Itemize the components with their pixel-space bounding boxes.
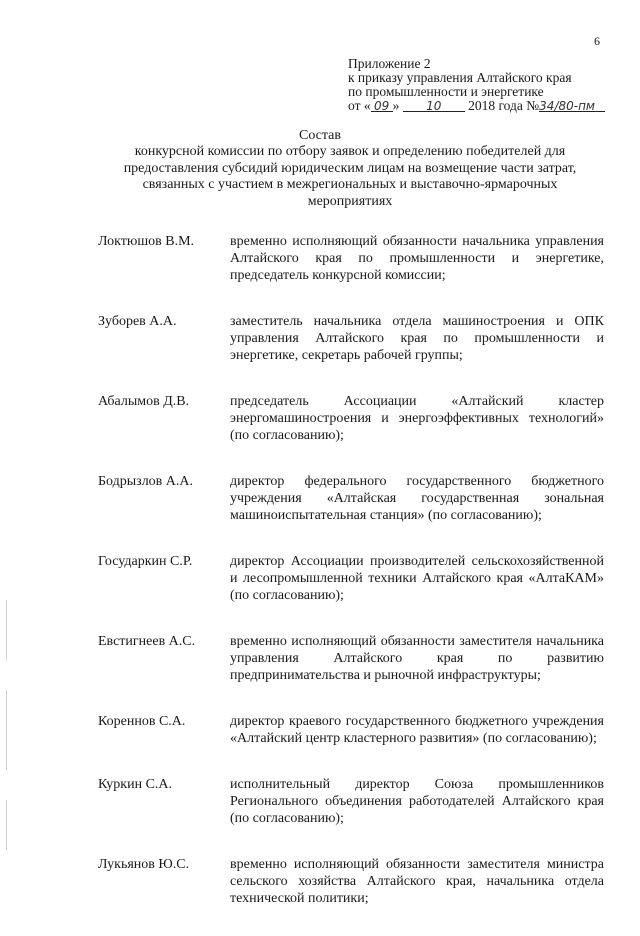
member-row bbox=[98, 233, 604, 284]
member-row bbox=[98, 776, 604, 827]
member-name: Евстигнеев А.С. bbox=[98, 634, 196, 649]
member-role: временно исполняющий обязанности начальника управления Алтайского края по промышленности и энергетике, председатель конкурсной комиссии; bbox=[230, 234, 604, 283]
subtitle-line-3: связанных с участием в межрегиональных и выставочно-ярмарочных bbox=[142, 177, 558, 192]
scan-edge-artifact bbox=[6, 690, 7, 770]
member-name: Кореннов С.А. bbox=[98, 714, 186, 729]
member-role: исполнительный директор Союза промышленников Регионального объединения работодателей Алтайского края (по согласованию); bbox=[230, 777, 604, 826]
date-year-number: 2018 года № bbox=[468, 98, 540, 113]
date-day-close: » bbox=[392, 98, 400, 113]
appendix-line-3: по промышленности и энергетике bbox=[348, 84, 544, 99]
member-role: заместитель начальника отдела машиностроения и ОПК управления Алтайского края по промышленности и энергетике, секретарь рабочей группы; bbox=[230, 314, 604, 363]
scan-edge-artifact bbox=[6, 600, 7, 660]
member-name: Куркин С.А. bbox=[98, 777, 173, 792]
member-role: временно исполняющий обязанности заместителя начальника управления Алтайского края по развитию предпринимательства и рыночной инфраструктуры; bbox=[230, 634, 604, 683]
subtitle-line-1: конкурсной комиссии по отбору заявок и определению победителей для bbox=[134, 144, 566, 159]
handwritten-day: 09 bbox=[371, 99, 393, 112]
appendix-line-2: к приказу управления Алтайского края bbox=[348, 70, 572, 85]
member-role: директор федерального государственного бюджетного учреждения «Алтайская государственная зональная машиноиспытательная станция» (по согласованию); bbox=[230, 474, 604, 523]
commission-members-list bbox=[98, 233, 604, 936]
member-name: Зуборев А.А. bbox=[98, 314, 177, 329]
member-row bbox=[98, 553, 604, 604]
appendix-date-line bbox=[348, 99, 605, 113]
document-subtitle bbox=[100, 144, 600, 210]
document-title: Состав bbox=[298, 128, 341, 143]
handwritten-order-number: 34/80-пм bbox=[539, 99, 605, 112]
member-role: директор Ассоциации производителей сельскохозяйственной и лесопромышленной техники Алтайского края «АлтаКАМ» (по согласованию); bbox=[230, 554, 604, 603]
member-role: директор краевого государственного бюджетного учреждения «Алтайский центр кластерного развития» (по согласованию); bbox=[230, 714, 604, 746]
appendix-line-1: Приложение 2 bbox=[348, 56, 431, 71]
member-row bbox=[98, 856, 604, 907]
subtitle-line-2: предоставления субсидий юридическим лицам на возмещение части затрат, bbox=[123, 160, 577, 176]
member-role: председатель Ассоциации «Алтайский кластер энергомашиностроения и энергоэффективных технологий» (по согласованию); bbox=[230, 394, 604, 443]
member-name: Локтюшов В.М. bbox=[98, 234, 195, 249]
date-prefix: от « bbox=[348, 98, 371, 113]
page-number: 6 bbox=[594, 34, 600, 48]
handwritten-month: 10 bbox=[403, 99, 465, 112]
member-row bbox=[98, 713, 604, 747]
scan-edge-artifact bbox=[6, 800, 7, 850]
member-role: временно исполняющий обязанности заместителя министра сельского хозяйства Алтайского края, начальника отдела технической политики; bbox=[230, 857, 604, 906]
member-row bbox=[98, 473, 604, 524]
member-name: Государкин С.Р. bbox=[98, 554, 193, 569]
member-row bbox=[98, 633, 604, 684]
member-row bbox=[98, 393, 604, 444]
member-row bbox=[98, 313, 604, 364]
member-name: Лукьянов Ю.С. bbox=[98, 857, 190, 872]
appendix-header bbox=[348, 57, 605, 113]
member-name: Бодрызлов А.А. bbox=[98, 474, 194, 489]
subtitle-line-4: мероприятиях bbox=[307, 193, 393, 209]
member-name: Абалымов Д.В. bbox=[98, 394, 190, 409]
